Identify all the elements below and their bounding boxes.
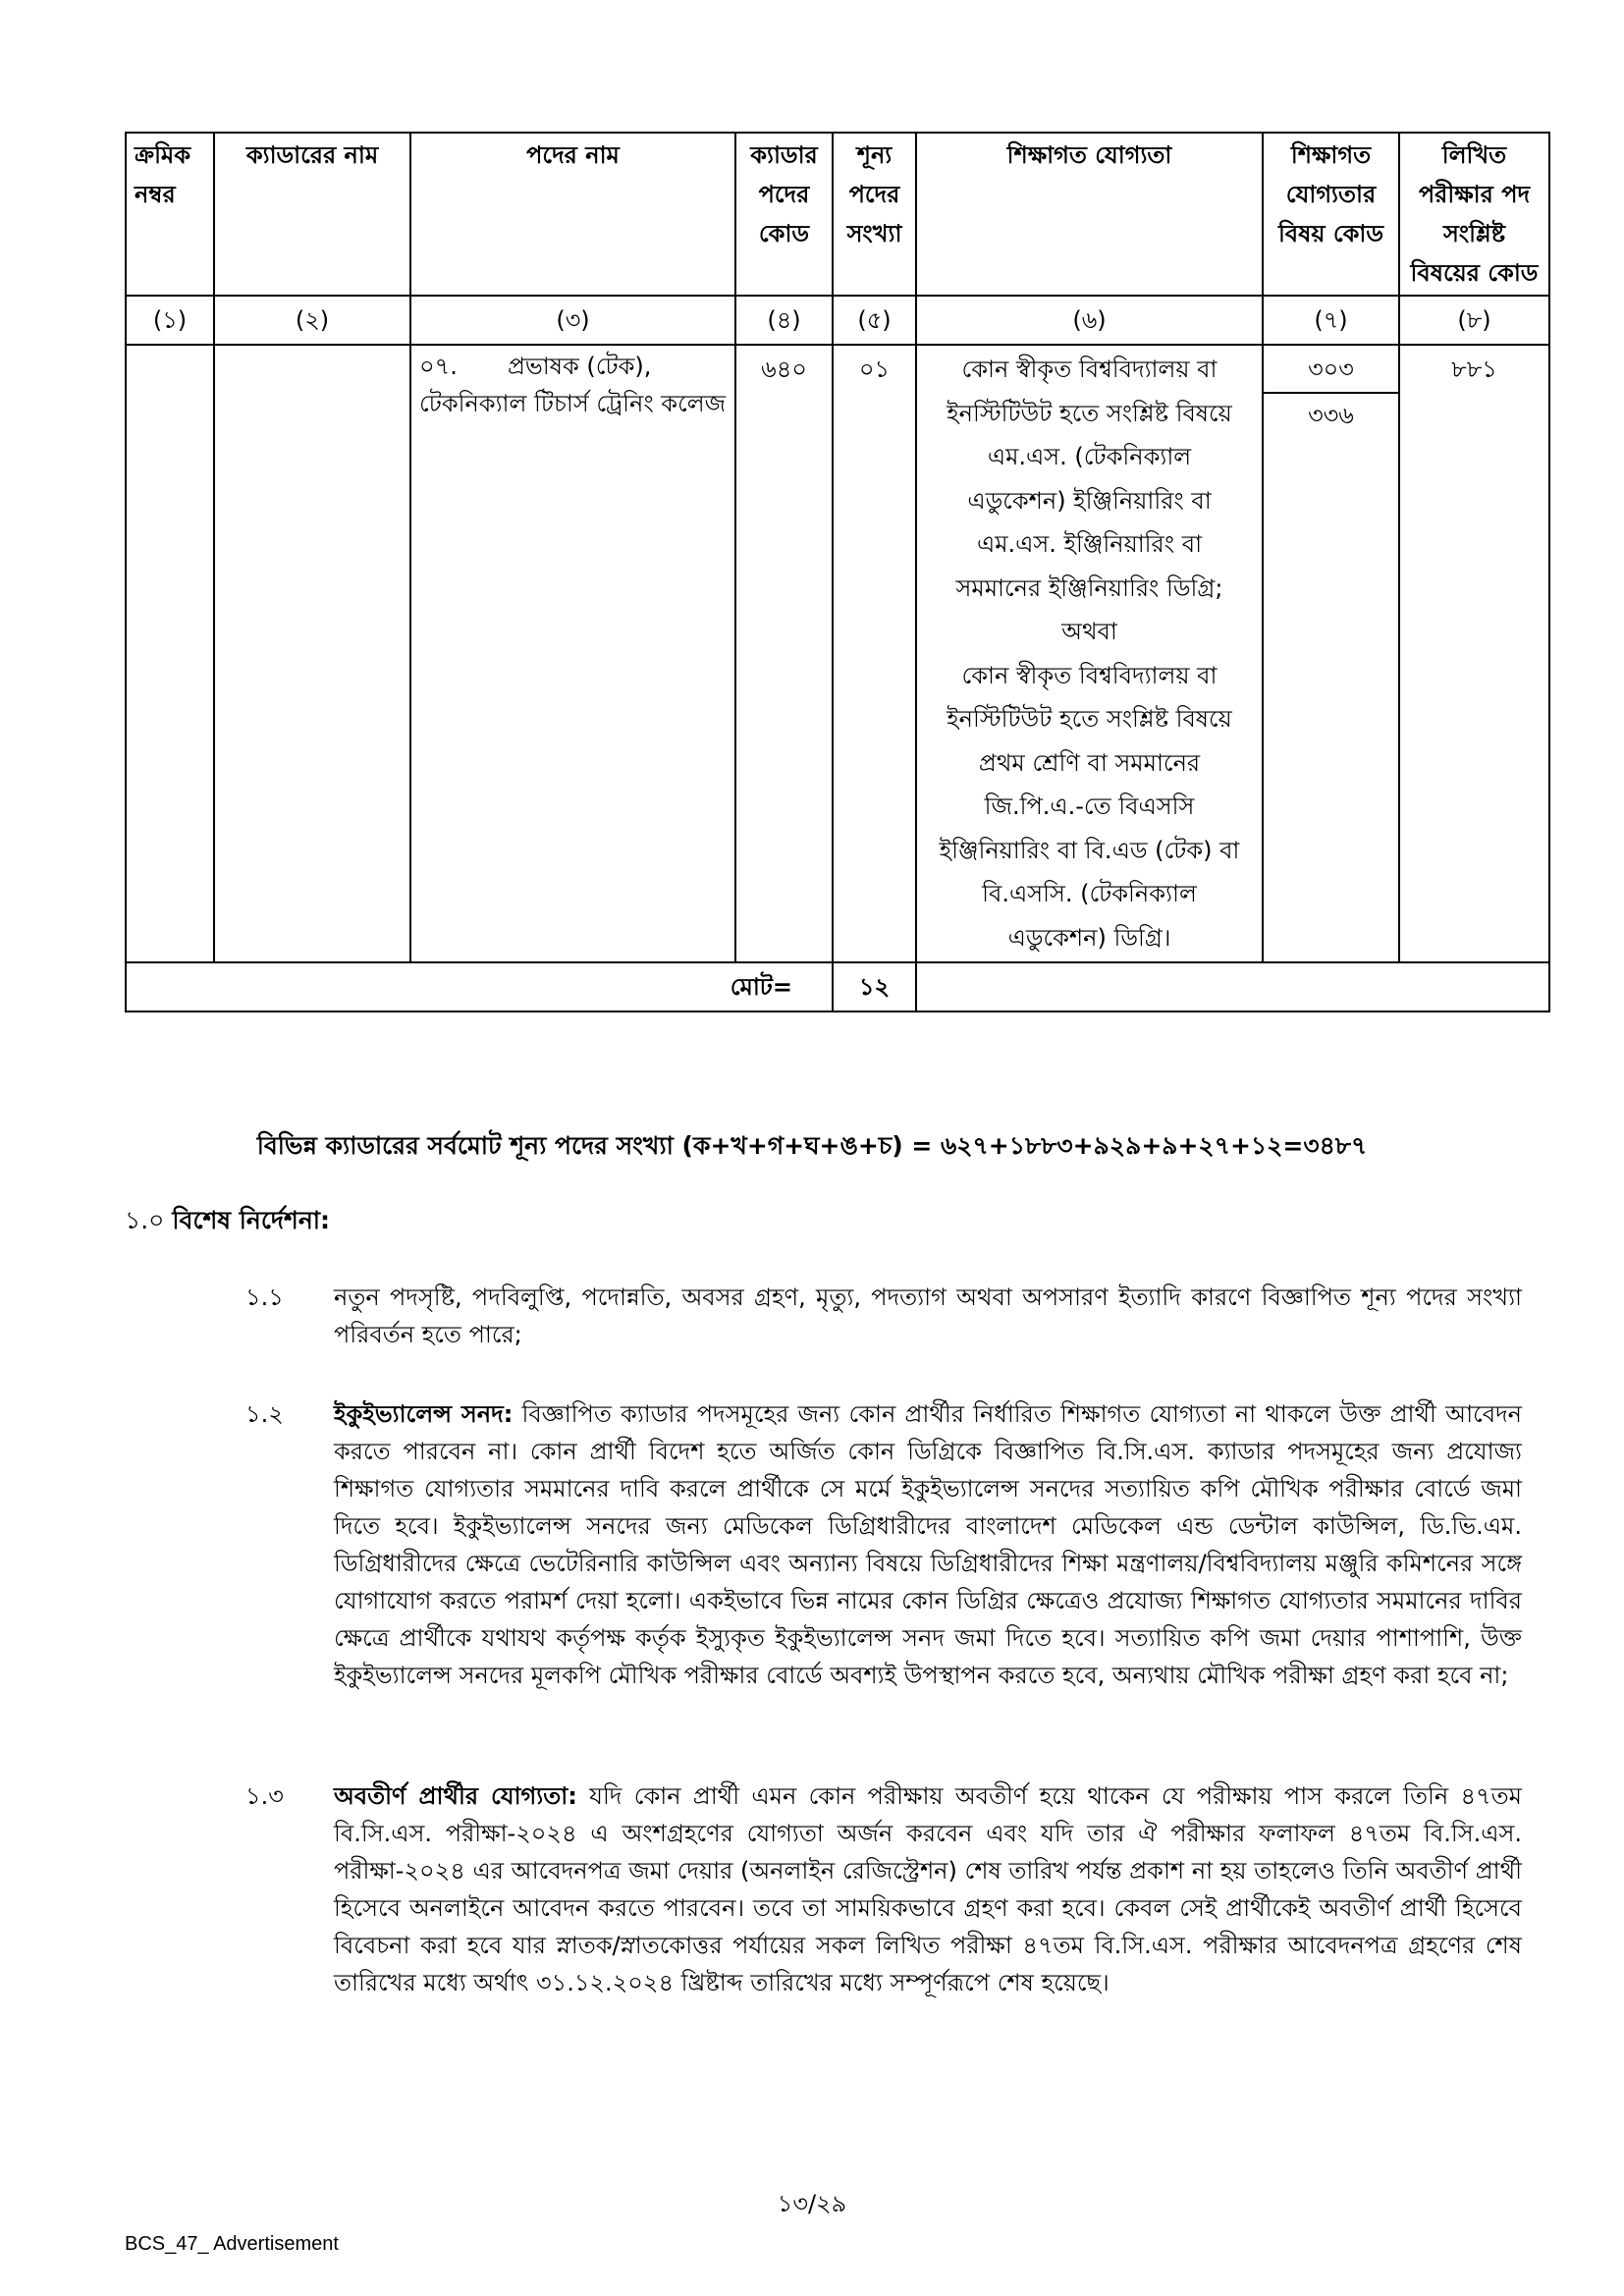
subject-code: ৩০৩ (1264, 348, 1398, 394)
header-subject-code: শিক্ষাগত যোগ্যতার বিষয় কোড (1263, 133, 1399, 296)
total-row (126, 962, 1549, 1011)
clause-1-2 (245, 1395, 1522, 1694)
header-qualification: শিক্ষাগত যোগ্যতা (916, 133, 1263, 296)
clause-number: ১.২ (245, 1400, 284, 1428)
qualification-line: ইঞ্জিনিয়ারিং বা বি.এড (টেক) বা (939, 836, 1240, 864)
column-number: (৬) (916, 296, 1263, 345)
header-cadre-name: ক্যাডারের নাম (214, 133, 410, 296)
table-header-row (126, 133, 1549, 296)
total-value: ১২ (833, 962, 916, 1011)
section-title: বিশেষ নির্দেশনা: (172, 1206, 330, 1234)
column-number: (৭) (1263, 296, 1399, 345)
grand-total-summary: বিভিন্ন ক্যাডারের সর্বমোট শূন্য পদের সংখ্যা (ক+খ+গ+ঘ+ঙ+চ) = ৬২৭+১৮৮৩+৯২৯+৯+২৭+১২=৩৪৮৭ (256, 1131, 1368, 1160)
qualification-line: ইনস্টিটিউট হতে সংশ্লিষ্ট বিষয়ে (947, 399, 1232, 427)
qualification-line: কোন স্বীকৃত বিশ্ববিদ্যালয় বা (961, 355, 1218, 383)
cell-subject-codes (1263, 345, 1399, 962)
column-number: (৩) (410, 296, 735, 345)
qualification-line: এডুকেশন) ডিগ্রি। (1007, 923, 1171, 952)
page-number: ১৩/২৯ (777, 2190, 847, 2217)
qualification-line: এডুকেশন) ইঞ্জিনিয়ারিং বা (967, 486, 1212, 515)
cell-written-code: ৮৮১ (1399, 345, 1549, 962)
clause-lead: ইকুইভ্যালেন্স সনদ: (334, 1400, 514, 1428)
clause-number: ১.১ (245, 1284, 284, 1311)
header-written-code: লিখিত পরীক্ষার পদ সংশ্লিষ্ট বিষয়ের কোড (1399, 133, 1549, 296)
clause-1-3 (245, 1777, 1522, 2001)
total-label: মোট= (126, 962, 833, 1011)
qualification-line: ইনস্টিটিউট হতে সংশ্লিষ্ট বিষয়ে (947, 705, 1232, 733)
post-name-text: প্রভাষক (টেক), টেকনিক্যাল টিচার্স ট্রেনিং কলেজ (419, 353, 727, 417)
clause-lead: অবতীর্ণ প্রার্থীর যোগ্যতা: (334, 1782, 577, 1810)
cell-serial (126, 345, 214, 962)
clause-text: যদি কোন প্রার্থী এমন কোন পরীক্ষায় অবতীর্ণ হয়ে থাকেন যে পরীক্ষায় পাস করলে তিনি ৪৭তম বি.সি.এস. পরীক্ষা-২০২৪ এ অংশগ্রহণের যোগ্যতা অর্জন করবেন এবং যদি তার ঐ পরীক্ষার ফলাফল ৪৭তম বি.সি.এস. পরীক্ষা-২০২৪ এর আবেদনপত্র জমা দেয়ার (অনলাইন রেজিস্ট্রেশন) শেষ তারিখ পর্যন্ত প্রকাশ না হয় তাহলেও তিনি অবতীর্ণ প্রার্থী হিসেবে অনলাইনে আবেদন করতে পারবেন। তবে তা সাময়িকভাবে গ্রহণ করা হবে। কেবল সেই প্রার্থীকেই অবতীর্ণ প্রার্থী হিসেবে বিবেচনা করা হবে যার স্নাতক/স্নাতকোত্তর পর্যায়ের সকল লিখিত পরীক্ষা ৪৭তম বি.সি.এস. পরীক্ষার আবেদনপত্র গ্রহণের শেষ তারিখের মধ্যে অর্থাৎ ৩১.১২.২০২৪ খ্রিষ্টাব্দ তারিখের মধ্যে সম্পূর্ণরূপে শেষ হয়েছে। (334, 1782, 1522, 1996)
clause-body (334, 1777, 1522, 2001)
column-number: (৪) (735, 296, 833, 345)
total-empty (916, 962, 1549, 1011)
vacancy-table (125, 132, 1550, 1012)
clause-text: বিজ্ঞাপিত ক্যাডার পদসমূহের জন্য কোন প্রার্থীর নির্ধারিত শিক্ষাগত যোগ্যতা না থাকলে উক্ত প্রার্থী আবেদন করতে পারবেন না। কোন প্রার্থী বিদেশ হতে অর্জিত কোন ডিগ্রিকে বিজ্ঞাপিত বি.সি.এস. ক্যাডার পদসমূহের জন্য প্রযোজ্য শিক্ষাগত যোগ্যতার সমমানের দাবি করলে প্রার্থীকে সে মর্মে ইকুইভ্যালেন্স সনদের সত্যায়িত কপি মৌখিক পরীক্ষার বোর্ডে জমা দিতে হবে। ইকুইভ্যালেন্স সনদের জন্য মেডিকেল ডিগ্রিধারীদের বাংলাদেশ মেডিকেল এন্ড ডেন্টাল কাউন্সিল, ডি.ভি.এম. ডিগ্রিধারীদের ক্ষেত্রে ভেটেরিনারি কাউন্সিল এবং অন্যান্য বিষয়ে ডিগ্রিধারীদের শিক্ষা মন্ত্রণালয়/বিশ্ববিদ্যালয় মঞ্জুরি কমিশনের সঙ্গে যোগাযোগ করতে পরামর্শ দেয়া হলো। একইভাবে ভিন্ন নামের কোন ডিগ্রির ক্ষেত্রেও প্রযোজ্য শিক্ষাগত যোগ্যতার সমমানের দাবির ক্ষেত্রে প্রার্থীকে যথাযথ কর্তৃপক্ষ কর্তৃক ইস্যুকৃত ইকুইভ্যালেন্স সনদ জমা দিতে হবে। সত্যায়িত কপি জমা দেয়ার পাশাপাশি, উক্ত ইকুইভ্যালেন্স সনদের মূলকপি মৌখিক পরীক্ষার বোর্ডে অবশ্যই উপস্থাপন করতে হবে, অন্যথায় মৌখিক পরীক্ষা গ্রহণ করা হবে না; (334, 1400, 1522, 1689)
qualification-line: এম.এস. ইঞ্জিনিয়ারিং বা (976, 530, 1203, 558)
qualification-line: সমমানের ইঞ্জিনিয়ারিং ডিগ্রি; (955, 574, 1223, 602)
table-row (126, 345, 1549, 962)
column-number: (৫) (833, 296, 916, 345)
clause-body (334, 1395, 1522, 1694)
qualification-line: এম.এস. (টেকনিক্যাল (987, 443, 1192, 470)
qualification-line: বি.এসসি. (টেকনিক্যাল (982, 880, 1197, 907)
qualification-line: অথবা (1061, 618, 1117, 645)
post-number: ০৭. (419, 353, 458, 380)
header-serial: ক্রমিক নম্বর (126, 133, 214, 296)
qualification-line: প্রথম শ্রেণি বা সমমানের (978, 748, 1201, 777)
cell-cadre (214, 345, 410, 962)
column-number: (২) (214, 296, 410, 345)
column-number: (১) (126, 296, 214, 345)
header-vacancies: শূন্য পদের সংখ্যা (833, 133, 916, 296)
qualification-line: জি.পি.এ.-তে বিএসসি (984, 793, 1195, 820)
clause-body (334, 1279, 1522, 1353)
cell-vacancies: ০১ (833, 345, 916, 962)
section-heading (125, 1201, 330, 1243)
cell-post-name (410, 345, 735, 962)
subject-code: ৩৩৬ (1308, 401, 1354, 429)
section-number: ১.০ (125, 1206, 165, 1234)
column-number-row (126, 296, 1549, 345)
header-cadre-code: ক্যাডার পদের কোড (735, 133, 833, 296)
column-number: (৮) (1399, 296, 1549, 345)
clause-1-1 (245, 1279, 1522, 1353)
cell-cadre-code: ৬৪০ (735, 345, 833, 962)
header-post-name: পদের নাম (410, 133, 735, 296)
cell-qualification (916, 345, 1263, 962)
qualification-line: কোন স্বীকৃত বিশ্ববিদ্যালয় বা (961, 661, 1218, 689)
document-footer: BCS_47_ Advertisement (125, 2233, 339, 2255)
clause-text: নতুন পদসৃষ্টি, পদবিলুপ্তি, পদোন্নতি, অবসর গ্রহণ, মৃত্যু, পদত্যাগ অথবা অপসারণ ইত্যাদি কারণে বিজ্ঞাপিত শূন্য পদের সংখ্যা পরিবর্তন হতে পারে; (334, 1284, 1522, 1348)
clause-number: ১.৩ (245, 1782, 284, 1810)
